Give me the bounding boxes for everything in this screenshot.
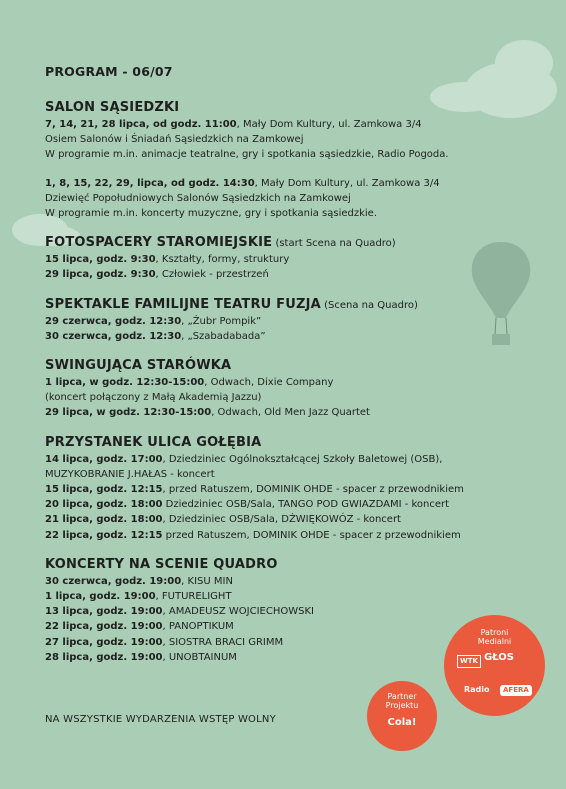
event-date: 29 lipca, w godz. 12:30-15:00 (45, 407, 212, 419)
event-date: 1 lipca, godz. 19:00 (45, 591, 156, 603)
event-details: , „Szabadabada” (181, 330, 266, 342)
event-details: , Kształty, formy, struktury (155, 254, 290, 266)
event-details: , „Żubr Pompik” (181, 315, 262, 327)
program-section (45, 297, 525, 344)
program-line (45, 390, 525, 405)
program-section (45, 100, 525, 221)
program-line (45, 528, 525, 543)
event-date: 1, 8, 15, 22, 29, lipca, od godz. 14:30 (45, 177, 255, 189)
event-date: 20 lipca, godz. 18:00 (45, 499, 163, 511)
patrons-label-2: Medialni (477, 637, 512, 646)
section-heading-location: (start Scena na Quadro) (272, 238, 396, 250)
program-line (45, 117, 525, 132)
section-heading-text: FOTOSPACERY STAROMIEJSKIE (45, 235, 273, 251)
section-heading (45, 557, 525, 572)
event-details: , Człowiek - przestrzeń (155, 269, 269, 281)
event-details: Dziewięć Popołudniowych Salonów Sąsiedzkich na Zamkowej (45, 192, 351, 204)
program-line (45, 132, 525, 147)
event-details: , AMADEUSZ WOJCIECHOWSKI (162, 606, 314, 618)
partner-label: Partner (387, 692, 417, 701)
free-entry-note: NA WSZYSTKIE WYDARZENIA WSTĘP WOLNY (45, 714, 276, 725)
event-date: 27 lipca, godz. 19:00 (45, 636, 163, 648)
event-details: , Odwach, Old Men Jazz Quartet (211, 407, 370, 419)
program-line (45, 405, 525, 420)
program-section (45, 358, 525, 421)
program-line (45, 176, 525, 191)
event-date: 29 lipca, godz. 9:30 (45, 269, 156, 281)
program-line (45, 589, 525, 604)
event-details: MUZYKOBRANIE J.HAŁAS - koncert (45, 468, 215, 480)
block-gap (45, 163, 525, 176)
section-heading (45, 435, 525, 450)
program-line (45, 252, 525, 267)
program-line (45, 375, 525, 390)
program-sections (45, 100, 525, 665)
event-date: 14 lipca, godz. 17:00 (45, 453, 163, 465)
event-details: , Dziedziniec OSB/Sala, DŹWIĘKOWÓZ - koncert (162, 514, 401, 526)
program-line (45, 512, 525, 527)
media-patrons-badge (444, 615, 545, 716)
program-line (45, 147, 525, 162)
cola-logo: Cola! (387, 717, 417, 728)
event-details: , Mały Dom Kultury, ul. Zamkowa 3/4 (254, 177, 440, 189)
event-details: , KISU MIN (181, 575, 233, 587)
wtk-logo: WTK (457, 655, 481, 668)
section-heading-text: SALON SĄSIEDZKI (45, 100, 180, 115)
program-line (45, 452, 525, 467)
program-line (45, 314, 525, 329)
program-section (45, 235, 525, 282)
page-title: PROGRAM - 06/07 (45, 64, 173, 79)
event-details: przed Ratuszem, DOMINIK OHDE - spacer z przewodnikiem (162, 529, 461, 541)
section-heading (45, 100, 525, 115)
section-heading-text: SPEKTAKLE FAMILIJNE TEATRU FUZJA (45, 296, 321, 312)
event-date: 15 lipca, godz. 9:30 (45, 254, 156, 266)
program-line (45, 191, 525, 206)
event-date: 30 czerwca, godz. 12:30 (45, 330, 182, 342)
event-details: (koncert połączony z Małą Akademią Jazzu) (45, 392, 262, 404)
program-line (45, 482, 525, 497)
program-line (45, 206, 525, 221)
event-details: , Dziedziniec Ogólnokształcącej Szkoły Baletowej (OSB), (162, 453, 443, 465)
section-heading-location: (Scena na Quadro) (320, 299, 418, 311)
event-date: 13 lipca, godz. 19:00 (45, 606, 163, 618)
event-details: , SIOSTRA BRACI GRIMM (162, 636, 284, 648)
section-heading (45, 235, 525, 250)
program-section (45, 435, 525, 543)
program-line (45, 329, 525, 344)
event-date: 21 lipca, godz. 18:00 (45, 514, 163, 526)
event-date: 1 lipca, w godz. 12:30-15:00 (45, 377, 205, 389)
program-line (45, 497, 525, 512)
program-line (45, 267, 525, 282)
event-details: , Odwach, Dixie Company (204, 377, 334, 389)
event-details: , Mały Dom Kultury, ul. Zamkowa 3/4 (236, 119, 422, 130)
event-details: , FUTURELIGHT (155, 591, 232, 603)
event-details: , UNOBTAINUM (162, 651, 237, 663)
radio-poznan-logo: Radio (464, 685, 490, 694)
event-date: 15 lipca, godz. 12:15 (45, 484, 163, 496)
event-details: Osiem Salonów i Śniadań Sąsiedzkich na Zamkowej (45, 134, 304, 146)
section-heading (45, 358, 525, 373)
program-line (45, 574, 525, 589)
program-line (45, 467, 525, 482)
event-details: W programie m.in. animacje teatralne, gry i spotkania sąsiedzkie, Radio Pogoda. (45, 149, 449, 161)
section-heading-text: KONCERTY NA SCENIE QUADRO (45, 556, 278, 572)
section-heading-text: SWINGUJĄCA STARÓWKA (45, 358, 232, 374)
event-date: 29 czerwca, godz. 12:30 (45, 315, 182, 327)
event-date: 28 lipca, godz. 19:00 (45, 651, 163, 663)
section-heading (45, 297, 525, 312)
partner-label-2: Projektu (385, 701, 419, 710)
event-details: , przed Ratuszem, DOMINIK OHDE - spacer z przewodnikiem (162, 484, 464, 496)
event-date: 22 lipca, godz. 19:00 (45, 621, 163, 633)
afera-logo: AFERA (500, 685, 532, 696)
event-details: Dziedziniec OSB/Sala, TANGO POD GWIAZDAMI - koncert (162, 499, 450, 511)
project-partner-badge (367, 681, 437, 751)
event-date: 7, 14, 21, 28 lipca, od godz. 11:00 (45, 119, 237, 130)
patrons-label: Patroni (480, 628, 509, 637)
event-date: 30 czerwca, godz. 19:00 (45, 575, 182, 587)
event-date: 22 lipca, godz. 12:15 (45, 529, 163, 541)
program-content (45, 64, 525, 679)
section-heading-text: PRZYSTANEK ULICA GOŁĘBIA (45, 434, 262, 450)
glos-logo: GŁOS (484, 652, 514, 663)
event-details: W programie m.in. koncerty muzyczne, gry i spotkania sąsiedzkie. (45, 208, 378, 220)
event-details: , PANOPTIKUM (162, 621, 234, 633)
